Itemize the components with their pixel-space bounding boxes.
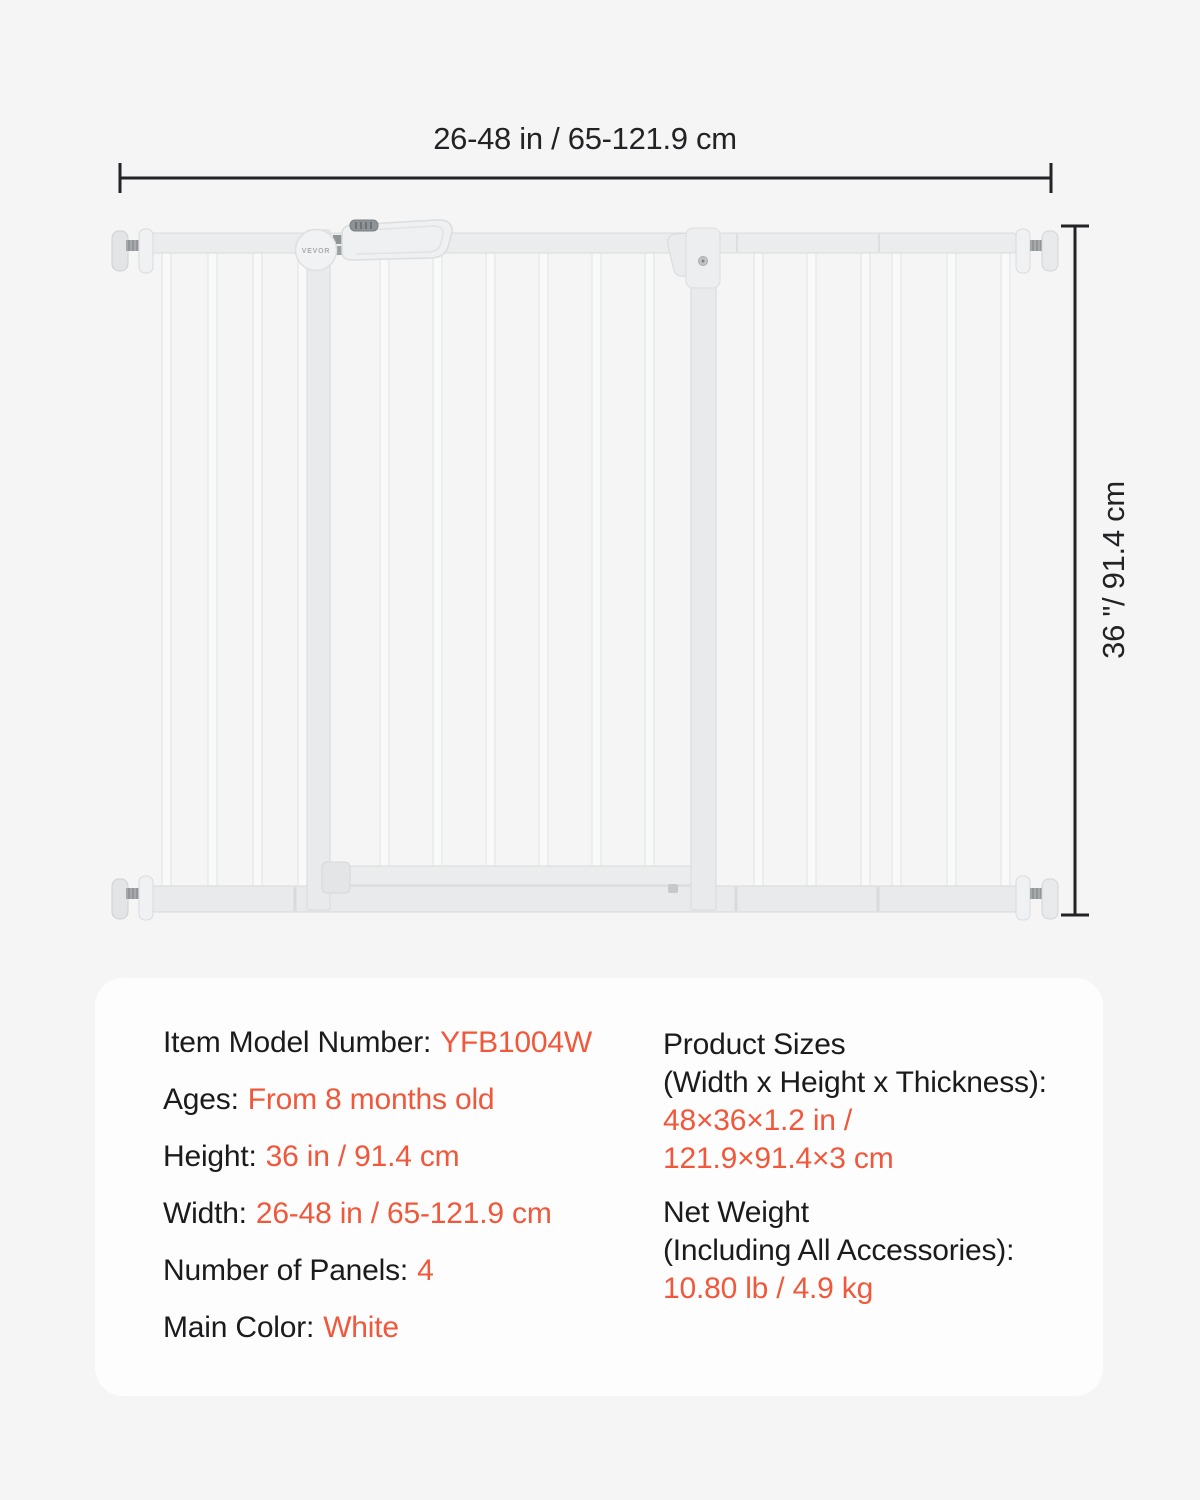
spec-list-left bbox=[163, 1024, 592, 1347]
spec-block-net-weight bbox=[663, 1194, 1047, 1308]
spec-value: 4 bbox=[417, 1254, 434, 1287]
gate-bottom-rail bbox=[152, 886, 1018, 912]
latch-post bbox=[668, 228, 720, 910]
spec-value: YFB1004W bbox=[440, 1026, 592, 1059]
door-foot-pin bbox=[668, 884, 678, 893]
gate-top-rail bbox=[150, 233, 1016, 253]
spec-value-line: 10.80 lb / 4.9 kg bbox=[663, 1272, 874, 1305]
spec-value-line: 48×36×1.2 in / bbox=[663, 1104, 853, 1137]
spec-row-panels bbox=[163, 1252, 592, 1290]
spec-row-width bbox=[163, 1195, 592, 1233]
gate-bars-right-panel bbox=[754, 250, 1010, 892]
spec-block-product-sizes bbox=[663, 1026, 1047, 1178]
spec-value: From 8 months old bbox=[247, 1083, 495, 1116]
width-dimension-label: 26-48 in / 65-121.9 cm bbox=[433, 121, 737, 156]
spec-row-color bbox=[163, 1309, 592, 1347]
width-dimension bbox=[120, 163, 1051, 193]
gate-bars-door bbox=[380, 250, 654, 872]
pressure-knob-bottom-left bbox=[112, 876, 153, 920]
spec-value: 36 in / 91.4 cm bbox=[265, 1140, 460, 1173]
spec-label: Main Color: bbox=[163, 1311, 315, 1344]
hinge-post bbox=[307, 230, 350, 910]
latch-thumb-slider bbox=[350, 220, 378, 231]
spec-label: Ages: bbox=[163, 1083, 239, 1116]
spec-label: Width: bbox=[163, 1197, 247, 1230]
pressure-knob-top-right bbox=[1016, 229, 1058, 273]
spec-value: 26-48 in / 65-121.9 cm bbox=[255, 1197, 552, 1230]
brand-disc bbox=[296, 230, 337, 271]
spec-label: Number of Panels: bbox=[163, 1254, 409, 1287]
height-dimension-label: 36 "/ 91.4 cm bbox=[1096, 481, 1131, 659]
pressure-knob-bottom-right bbox=[1016, 876, 1058, 920]
spec-value-line: 121.9×91.4×3 cm bbox=[663, 1142, 894, 1175]
brand-logo: VEVOR bbox=[301, 248, 331, 255]
spec-label: Item Model Number: bbox=[163, 1026, 432, 1059]
spec-label-line: Product Sizes bbox=[663, 1028, 846, 1061]
spec-value: White bbox=[323, 1311, 399, 1344]
height-dimension bbox=[1061, 226, 1089, 915]
spec-label: Height: bbox=[163, 1140, 257, 1173]
spec-list-right bbox=[663, 1026, 1047, 1308]
spec-card bbox=[95, 978, 1103, 1396]
gate-latch-handle bbox=[333, 220, 452, 260]
spec-label-line: (Including All Accessories): bbox=[663, 1234, 1015, 1267]
hinge-bottom-bracket bbox=[322, 862, 350, 893]
gate-bars-left-panel bbox=[162, 250, 307, 892]
spec-row-ages bbox=[163, 1081, 592, 1119]
spec-row-height bbox=[163, 1138, 592, 1176]
spec-label-line: Net Weight bbox=[663, 1196, 809, 1229]
pressure-knob-top-left bbox=[112, 229, 153, 273]
spec-label-line: (Width x Height x Thickness): bbox=[663, 1066, 1047, 1099]
spec-row-model bbox=[163, 1024, 592, 1062]
